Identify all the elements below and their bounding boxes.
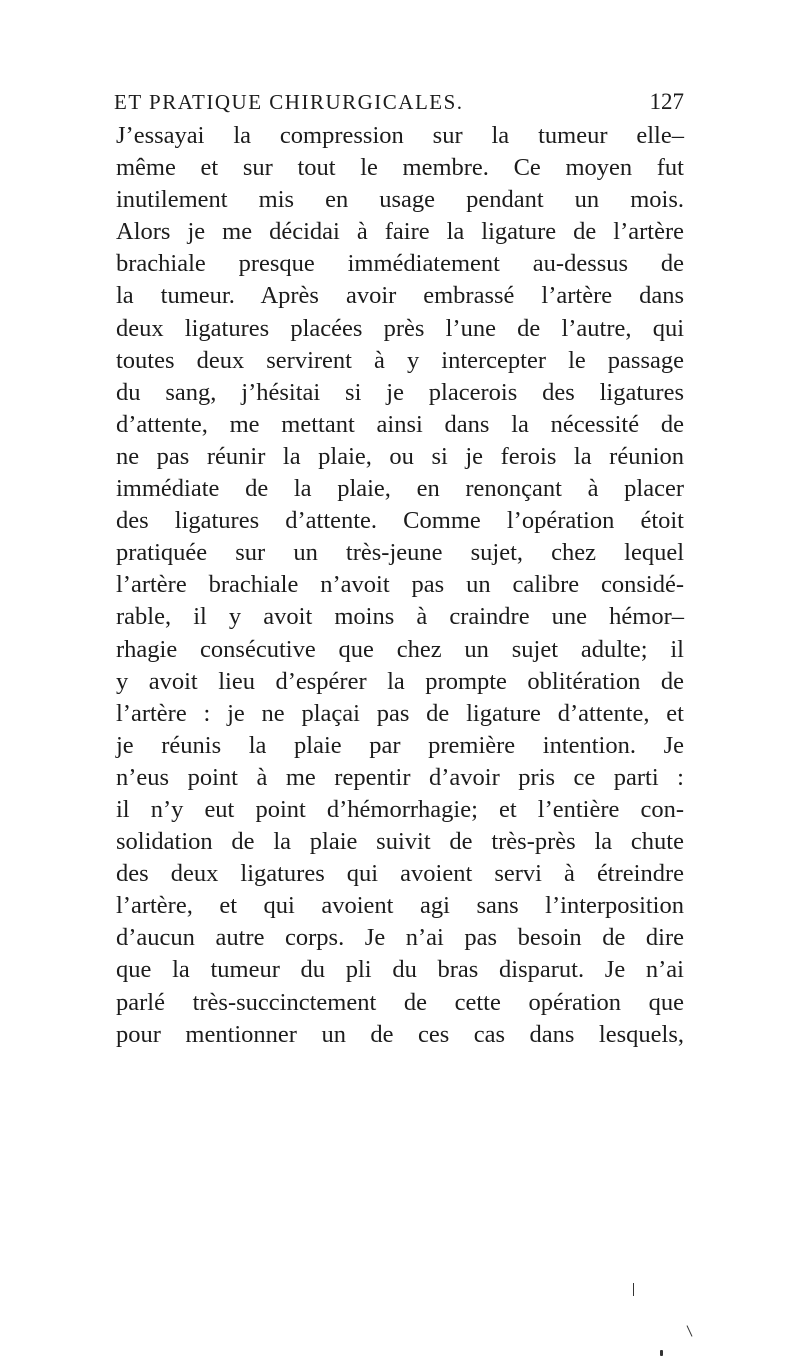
text-line: deux ligatures placées près l’une de l’autre, qui <box>116 314 684 342</box>
text-line: rable, il y avoit moins à craindre une hémor– <box>116 603 684 631</box>
text-line: n’eus point à me repentir d’avoir pris ce parti : <box>116 763 684 791</box>
text-line: des ligatures d’attente. Comme l’opération étoit <box>116 507 684 535</box>
text-line: immédiate de la plaie, en renonçant à placer <box>116 475 684 503</box>
text-line: d’attente, me mettant ainsi dans la nécessité de <box>116 410 684 438</box>
text-line: J’essayai la compression sur la tumeur elle– <box>116 122 684 149</box>
text-line: inutilement mis en usage pendant un mois. <box>116 186 684 214</box>
paper-speck <box>660 1350 663 1356</box>
text-line: il n’y eut point d’hémorrhagie; et l’entière con- <box>116 795 684 823</box>
text-line: la tumeur. Après avoir embrassé l’artère dans <box>116 282 684 310</box>
text-line: Alors je me décidai à faire la ligature de l’artère <box>116 218 684 246</box>
page-number: 127 <box>649 89 684 114</box>
text-line: parlé très-succinctement de cette opération que <box>116 988 684 1016</box>
text-line: du sang, j’hésitai si je placerois des ligatures <box>116 378 684 406</box>
text-line: l’artère brachiale n’avoit pas un calibre considé- <box>116 571 684 599</box>
text-line: rhagie consécutive que chez un sujet adulte; il <box>116 635 684 663</box>
running-head <box>114 86 684 118</box>
paper-speck <box>687 1325 693 1336</box>
text-line: ne pas réunir la plaie, ou si je ferois la réunion <box>116 442 684 470</box>
text-line: brachiale presque immédiatement au-dessus de <box>116 250 684 278</box>
text-line: je réunis la plaie par première intention. Je <box>116 731 684 759</box>
text-line: même et sur tout le membre. Ce moyen fut <box>116 154 684 182</box>
body-paragraph <box>116 120 684 1051</box>
paper-speck <box>633 1283 634 1296</box>
text-line: l’artère, et qui avoient agi sans l’interposition <box>116 892 684 920</box>
text-line: des deux ligatures qui avoient servi à étreindre <box>116 860 684 888</box>
text-line: que la tumeur du pli du bras disparut. Je n’ai <box>116 956 684 984</box>
text-line: toutes deux servirent à y intercepter le passage <box>116 346 684 374</box>
text-line: y avoit lieu d’espérer la prompte oblitération de <box>116 667 684 695</box>
text-line: solidation de la plaie suivit de très-près la chute <box>116 828 684 856</box>
text-line: l’artère : je ne plaçai pas de ligature d’attente, et <box>116 699 684 727</box>
text-line: pratiquée sur un très-jeune sujet, chez lequel <box>116 539 684 567</box>
text-line: d’aucun autre corps. Je n’ai pas besoin de dire <box>116 924 684 952</box>
running-head-title: ET PRATIQUE CHIRURGICALES. <box>114 90 464 114</box>
text-line: pour mentionner un de ces cas dans lesquels, <box>116 1020 684 1048</box>
